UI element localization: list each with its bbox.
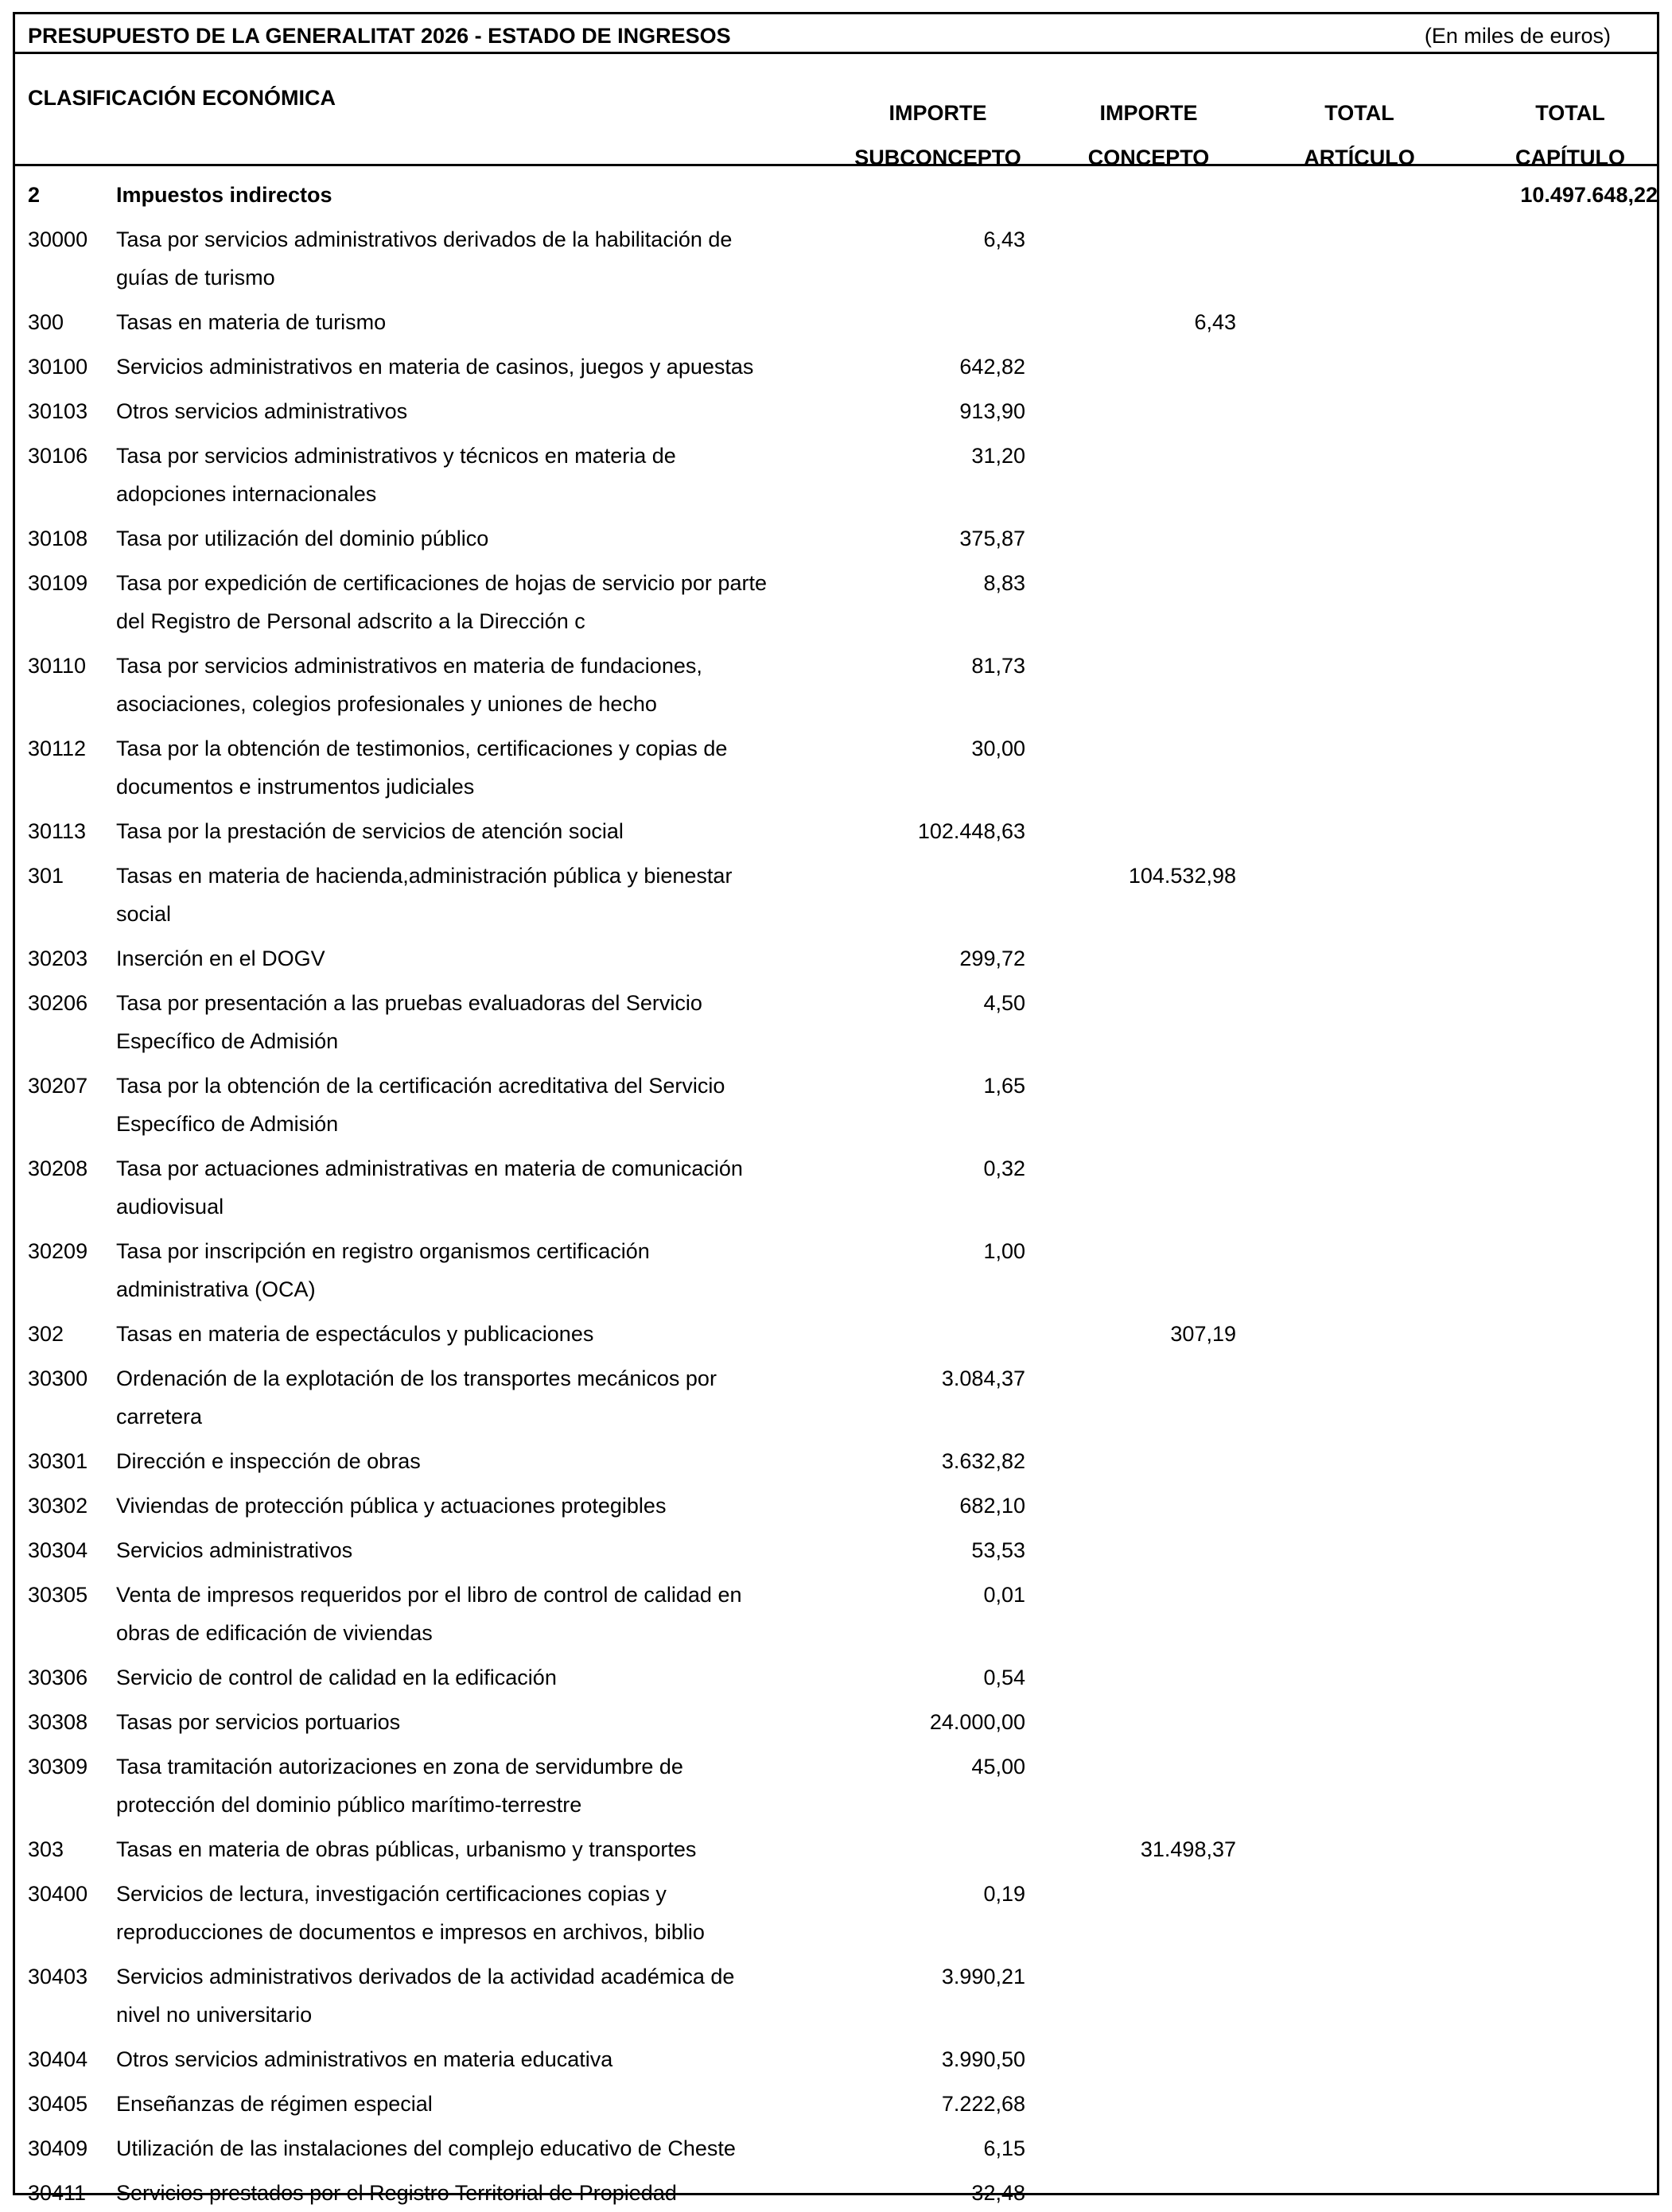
description-line: carretera bbox=[116, 1405, 203, 1429]
row-description bbox=[116, 812, 832, 850]
row-code: 30304 bbox=[28, 1538, 88, 1562]
column-header bbox=[15, 54, 1657, 169]
header-line: CAPÍTULO bbox=[1515, 146, 1625, 169]
description-line: Tasa por la obtención de la certificación acreditativa del Servicio bbox=[116, 1074, 725, 1098]
header-line: CONCEPTO bbox=[1087, 146, 1210, 169]
row-description bbox=[116, 1747, 832, 1824]
row-importe-subconcepto: 0,19 bbox=[983, 1882, 1025, 1906]
description-line: Dirección e inspección de obras bbox=[116, 1449, 421, 1473]
description-line: Servicios administrativos en materia de casinos, juegos y apuestas bbox=[116, 355, 754, 379]
row-importe-subconcepto: 4,50 bbox=[983, 991, 1025, 1015]
row-code: 30400 bbox=[28, 1882, 88, 1906]
row-description bbox=[116, 1875, 832, 1951]
row-code: 30404 bbox=[28, 2047, 88, 2071]
description-line: Tasa por la prestación de servicios de atención social bbox=[116, 819, 624, 843]
header-total-capitulo bbox=[1467, 91, 1672, 180]
row-code: 300 bbox=[28, 310, 64, 334]
row-description bbox=[116, 984, 832, 1060]
header-total-articulo bbox=[1256, 91, 1463, 180]
row-importe-subconcepto: 102.448,63 bbox=[917, 819, 1025, 843]
row-description bbox=[116, 519, 832, 558]
description-line: Tasa por presentación a las pruebas evaluadoras del Servicio bbox=[116, 991, 702, 1015]
row-importe-subconcepto: 0,01 bbox=[983, 1583, 1025, 1607]
description-line: social bbox=[116, 902, 172, 926]
row-code: 30209 bbox=[28, 1239, 88, 1263]
description-line: audiovisual bbox=[116, 1195, 224, 1219]
row-description bbox=[116, 1658, 832, 1697]
title-bar bbox=[15, 14, 1657, 54]
description-line: Tasa por expedición de certificaciones de hojas de servicio por parte bbox=[116, 571, 767, 595]
description-line: Servicios administrativos bbox=[116, 1538, 353, 1562]
description-line: Tasa por inscripción en registro organismos certificación bbox=[116, 1239, 650, 1263]
row-code: 30206 bbox=[28, 991, 88, 1015]
row-code: 30208 bbox=[28, 1157, 88, 1180]
description-line: protección del dominio público marítimo-terrestre bbox=[116, 1793, 582, 1817]
row-description bbox=[116, 1576, 832, 1652]
row-description bbox=[116, 1531, 832, 1569]
row-code: 30106 bbox=[28, 444, 88, 468]
row-description bbox=[116, 176, 832, 214]
row-importe-subconcepto: 6,43 bbox=[983, 227, 1025, 251]
row-importe-subconcepto: 32,48 bbox=[971, 2181, 1025, 2205]
row-importe-subconcepto: 0,32 bbox=[983, 1157, 1025, 1180]
row-code: 30112 bbox=[28, 737, 87, 760]
row-code: 30409 bbox=[28, 2136, 88, 2160]
description-line: Tasa por servicios administrativos derivados de la habilitación de bbox=[116, 227, 733, 251]
description-line: Servicios de lectura, investigación certificaciones copias y bbox=[116, 1882, 667, 1906]
row-total-capitulo: 10.497.648,22 bbox=[1520, 183, 1658, 207]
row-description bbox=[116, 1830, 832, 1868]
description-line: obras de edificación de viviendas bbox=[116, 1621, 433, 1645]
row-code: 30108 bbox=[28, 527, 88, 550]
description-line: Viviendas de protección pública y actuaciones protegibles bbox=[116, 1494, 667, 1518]
description-line: Tasas en materia de espectáculos y publicaciones bbox=[116, 1322, 594, 1346]
row-importe-subconcepto: 299,72 bbox=[959, 947, 1025, 970]
description-line: guías de turismo bbox=[116, 266, 275, 290]
row-importe-subconcepto: 45,00 bbox=[971, 1755, 1025, 1779]
description-line: administrativa (OCA) bbox=[116, 1277, 316, 1301]
description-line: Tasa por actuaciones administrativas en materia de comunicación bbox=[116, 1157, 743, 1180]
row-importe-subconcepto: 642,82 bbox=[959, 355, 1025, 379]
header-line: ARTÍCULO bbox=[1304, 146, 1415, 169]
description-line: Servicios administrativos derivados de la actividad académica de bbox=[116, 1965, 735, 1988]
header-importe-subconcepto bbox=[834, 91, 1041, 180]
row-importe-concepto: 104.532,98 bbox=[1128, 864, 1236, 888]
row-code: 30103 bbox=[28, 399, 88, 423]
units-note: (En miles de euros) bbox=[1424, 24, 1611, 48]
header-line: SUBCONCEPTO bbox=[854, 146, 1021, 169]
row-code: 30000 bbox=[28, 227, 88, 251]
description-line: Tasa por la obtención de testimonios, certificaciones y copias de bbox=[116, 737, 728, 760]
row-code: 30305 bbox=[28, 1583, 88, 1607]
row-importe-subconcepto: 30,00 bbox=[971, 737, 1025, 760]
row-importe-subconcepto: 3.990,21 bbox=[941, 1965, 1025, 1988]
row-importe-subconcepto: 375,87 bbox=[959, 527, 1025, 550]
row-description bbox=[116, 303, 832, 341]
header-clasificacion: CLASIFICACIÓN ECONÓMICA bbox=[28, 86, 336, 110]
row-code: 30306 bbox=[28, 1666, 88, 1689]
row-code: 30309 bbox=[28, 1755, 88, 1779]
description-line: Servicio de control de calidad en la edificación bbox=[116, 1666, 557, 1689]
description-line: adopciones internacionales bbox=[116, 482, 377, 506]
row-code: 30207 bbox=[28, 1074, 88, 1098]
row-code: 30300 bbox=[28, 1366, 88, 1390]
row-description bbox=[116, 564, 832, 640]
header-line: IMPORTE bbox=[888, 101, 987, 125]
row-code: 30110 bbox=[28, 654, 87, 678]
row-description bbox=[116, 2085, 832, 2123]
description-line: Tasas por servicios portuarios bbox=[116, 1710, 401, 1734]
row-description bbox=[116, 2040, 832, 2078]
row-description bbox=[116, 857, 832, 933]
header-importe-concepto bbox=[1045, 91, 1252, 180]
description-line: Tasas en materia de obras públicas, urbanismo y transportes bbox=[116, 1837, 697, 1861]
description-line: Tasas en materia de turismo bbox=[116, 310, 387, 334]
row-code: 2 bbox=[28, 183, 41, 207]
description-line: Tasa tramitación autorizaciones en zona de servidumbre de bbox=[116, 1755, 683, 1779]
row-importe-subconcepto: 1,00 bbox=[983, 1239, 1025, 1263]
row-code: 301 bbox=[28, 864, 64, 888]
row-description bbox=[116, 729, 832, 806]
header-line: TOTAL bbox=[1324, 101, 1394, 125]
row-importe-subconcepto: 682,10 bbox=[959, 1494, 1025, 1518]
description-line: Tasas en materia de hacienda,administración pública y bienestar bbox=[116, 864, 733, 888]
row-importe-subconcepto: 6,15 bbox=[983, 2136, 1025, 2160]
row-description bbox=[116, 1442, 832, 1480]
description-line: Impuestos indirectos bbox=[116, 183, 332, 207]
row-description bbox=[116, 939, 832, 978]
description-line: Tasa por servicios administrativos y técnicos en materia de bbox=[116, 444, 676, 468]
description-line: asociaciones, colegios profesionales y uniones de hecho bbox=[116, 692, 657, 716]
row-description bbox=[116, 1149, 832, 1226]
description-line: Tasa por servicios administrativos en materia de fundaciones, bbox=[116, 654, 702, 678]
row-importe-subconcepto: 24.000,00 bbox=[929, 1710, 1025, 1734]
row-importe-subconcepto: 3.990,50 bbox=[941, 2047, 1025, 2071]
description-line: Inserción en el DOGV bbox=[116, 947, 325, 970]
row-description bbox=[116, 392, 832, 430]
row-importe-concepto: 6,43 bbox=[1194, 310, 1236, 334]
row-code: 30301 bbox=[28, 1449, 88, 1473]
row-description bbox=[116, 220, 832, 297]
row-code: 30308 bbox=[28, 1710, 88, 1734]
row-code: 30109 bbox=[28, 571, 88, 595]
row-code: 303 bbox=[28, 1837, 64, 1861]
row-importe-subconcepto: 1,65 bbox=[983, 1074, 1025, 1098]
description-line: del Registro de Personal adscrito a la Dirección c bbox=[116, 609, 585, 633]
header-line: IMPORTE bbox=[1099, 101, 1198, 125]
description-line: reproducciones de documentos e impresos en archivos, biblio bbox=[116, 1920, 705, 1944]
row-description bbox=[116, 1957, 832, 2034]
description-line: Específico de Admisión bbox=[116, 1112, 339, 1136]
description-line: Enseñanzas de régimen especial bbox=[116, 2092, 433, 2116]
row-importe-subconcepto: 7.222,68 bbox=[941, 2092, 1025, 2116]
row-importe-subconcepto: 913,90 bbox=[959, 399, 1025, 423]
row-importe-subconcepto: 53,53 bbox=[971, 1538, 1025, 1562]
description-line: Tasa por utilización del dominio público bbox=[116, 527, 489, 550]
row-importe-concepto: 307,19 bbox=[1170, 1322, 1236, 1346]
budget-sheet bbox=[13, 12, 1659, 2205]
document-title: PRESUPUESTO DE LA GENERALITAT 2026 - ESTADO DE INGRESOS bbox=[28, 24, 731, 48]
row-importe-subconcepto: 3.084,37 bbox=[941, 1366, 1025, 1390]
row-code: 30411 bbox=[28, 2181, 87, 2205]
row-importe-subconcepto: 3.632,82 bbox=[941, 1449, 1025, 1473]
row-description bbox=[116, 1703, 832, 1741]
row-code: 302 bbox=[28, 1322, 64, 1346]
description-line: Otros servicios administrativos en materia educativa bbox=[116, 2047, 613, 2071]
row-importe-concepto: 31.498,37 bbox=[1140, 1837, 1236, 1861]
description-line: Específico de Admisión bbox=[116, 1029, 339, 1053]
row-code: 30302 bbox=[28, 1494, 88, 1518]
description-line: Utilización de las instalaciones del complejo educativo de Cheste bbox=[116, 2136, 736, 2160]
row-description bbox=[116, 1067, 832, 1143]
row-description bbox=[116, 437, 832, 513]
row-importe-subconcepto: 31,20 bbox=[971, 444, 1025, 468]
row-code: 30405 bbox=[28, 2092, 88, 2116]
row-description bbox=[116, 2174, 832, 2212]
row-description bbox=[116, 647, 832, 723]
row-importe-subconcepto: 8,83 bbox=[983, 571, 1025, 595]
row-importe-subconcepto: 0,54 bbox=[983, 1666, 1025, 1689]
row-description bbox=[116, 1232, 832, 1308]
row-description bbox=[116, 1359, 832, 1436]
row-code: 30100 bbox=[28, 355, 88, 379]
row-description bbox=[116, 348, 832, 386]
row-code: 30113 bbox=[28, 819, 87, 843]
description-line: documentos e instrumentos judiciales bbox=[116, 775, 475, 799]
description-line: Venta de impresos requeridos por el libro de control de calidad en bbox=[116, 1583, 742, 1607]
description-line: Otros servicios administrativos bbox=[116, 399, 408, 423]
header-line: TOTAL bbox=[1535, 101, 1605, 125]
row-description bbox=[116, 2129, 832, 2167]
description-line: Servicios prestados por el Registro Territorial de Propiedad bbox=[116, 2181, 677, 2205]
row-code: 30403 bbox=[28, 1965, 88, 1988]
row-code: 30203 bbox=[28, 947, 88, 970]
row-description bbox=[116, 1487, 832, 1525]
row-importe-subconcepto: 81,73 bbox=[971, 654, 1025, 678]
row-description bbox=[116, 1315, 832, 1353]
description-line: Ordenación de la explotación de los transportes mecánicos por bbox=[116, 1366, 717, 1390]
description-line: nivel no universitario bbox=[116, 2003, 313, 2027]
